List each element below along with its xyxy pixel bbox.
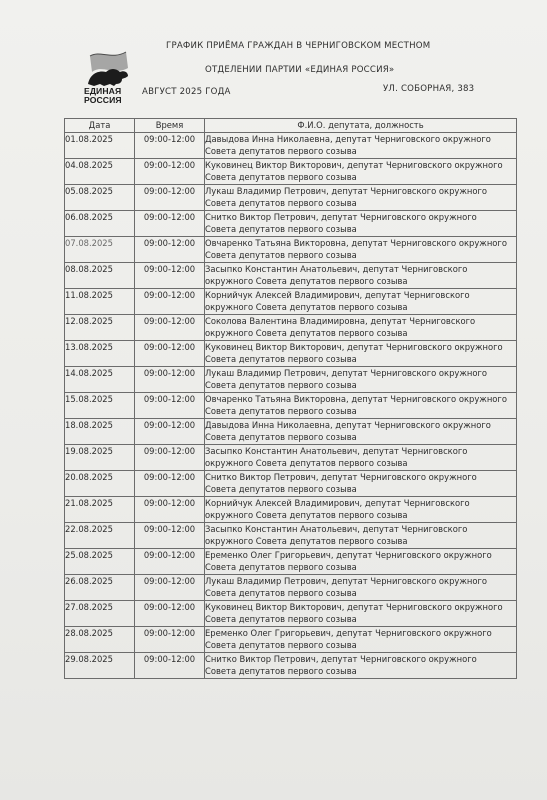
table-row (65, 237, 517, 263)
table-row (65, 159, 517, 185)
cell-date: 27.08.2025 (65, 601, 135, 627)
cell-deputy (205, 393, 517, 419)
cell-deputy (205, 497, 517, 523)
cell-deputy (205, 263, 517, 289)
table-row (65, 653, 517, 679)
cell-time: 09:00-12:00 (135, 653, 205, 679)
cell-time: 09:00-12:00 (135, 315, 205, 341)
deputy-line-2: Совета депутатов первого созыва (205, 614, 357, 624)
cell-date: 05.08.2025 (65, 185, 135, 211)
cell-date: 28.08.2025 (65, 627, 135, 653)
deputy-line-2: Совета депутатов первого созыва (205, 666, 357, 676)
cell-time: 09:00-12:00 (135, 575, 205, 601)
cell-date: 04.08.2025 (65, 159, 135, 185)
logo-line-1: ЕДИНАЯ (84, 86, 122, 96)
deputy-line-1: Куковинец Виктор Викторович, депутат Черниговского окружного (205, 160, 503, 170)
title-line-1: ГРАФИК ПРИЁМА ГРАЖДАН В ЧЕРНИГОВСКОМ МЕСТНОМ (166, 41, 431, 51)
table-row (65, 289, 517, 315)
cell-deputy (205, 419, 517, 445)
deputy-line-1: Лукаш Владимир Петрович, депутат Черниговского окружного (205, 576, 488, 586)
deputy-line-1: Снитко Виктор Петрович, депутат Черниговского окружного (205, 212, 477, 222)
deputy-line-1: Куковинец Виктор Викторович, депутат Черниговского окружного (205, 602, 503, 612)
table-row (65, 549, 517, 575)
deputy-line-1: Засыпко Константин Анатольевич, депутат Черниговского (205, 264, 468, 274)
cell-time: 09:00-12:00 (135, 341, 205, 367)
table-row (65, 601, 517, 627)
cell-time: 09:00-12:00 (135, 211, 205, 237)
cell-time: 09:00-12:00 (135, 263, 205, 289)
table-row (65, 315, 517, 341)
cell-time: 09:00-12:00 (135, 159, 205, 185)
deputy-line-1: Еременко Олег Григорьевич, депутат Черниговского окружного (205, 628, 492, 638)
cell-deputy (205, 289, 517, 315)
cell-time: 09:00-12:00 (135, 497, 205, 523)
column-header-deputy: Ф.И.О. депутата, должность (205, 119, 517, 133)
deputy-line-1: Лукаш Владимир Петрович, депутат Черниговского окружного (205, 186, 488, 196)
cell-date: 07.08.2025 (65, 237, 135, 263)
table-row (65, 419, 517, 445)
logo-line-2: РОССИЯ (84, 95, 122, 105)
cell-date: 22.08.2025 (65, 523, 135, 549)
deputy-line-2: окружного Совета депутатов первого созыва (205, 510, 408, 520)
cell-time: 09:00-12:00 (135, 419, 205, 445)
deputy-line-1: Засыпко Константин Анатольевич, депутат Черниговского (205, 524, 468, 534)
table-row (65, 263, 517, 289)
deputy-line-2: окружного Совета депутатов первого созыва (205, 536, 408, 546)
address-label: УЛ. СОБОРНАЯ, 383 (383, 84, 475, 94)
cell-date: 06.08.2025 (65, 211, 135, 237)
table-row (65, 575, 517, 601)
deputy-line-2: Совета депутатов первого созыва (205, 588, 357, 598)
deputy-line-1: Овчаренко Татьяна Викторовна, депутат Черниговского окружного (205, 238, 507, 248)
cell-date: 08.08.2025 (65, 263, 135, 289)
cell-date: 14.08.2025 (65, 367, 135, 393)
cell-time: 09:00-12:00 (135, 523, 205, 549)
title-line-2: ОТДЕЛЕНИИ ПАРТИИ «ЕДИНАЯ РОССИЯ» (205, 65, 395, 75)
table-row (65, 471, 517, 497)
cell-date: 01.08.2025 (65, 133, 135, 159)
deputy-line-2: окружного Совета депутатов первого созыва (205, 458, 408, 468)
deputy-line-1: Еременко Олег Григорьевич, депутат Черниговского окружного (205, 550, 492, 560)
deputy-line-2: Совета депутатов первого созыва (205, 224, 357, 234)
cell-time: 09:00-12:00 (135, 627, 205, 653)
cell-time: 09:00-12:00 (135, 393, 205, 419)
cell-deputy (205, 159, 517, 185)
table-row (65, 133, 517, 159)
cell-date: 29.08.2025 (65, 653, 135, 679)
cell-date: 13.08.2025 (65, 341, 135, 367)
cell-date: 18.08.2025 (65, 419, 135, 445)
deputy-line-2: окружного Совета депутатов первого созыва (205, 328, 408, 338)
cell-deputy (205, 445, 517, 471)
cell-time: 09:00-12:00 (135, 237, 205, 263)
deputy-line-2: Совета депутатов первого созыва (205, 406, 357, 416)
deputy-line-2: Совета депутатов первого созыва (205, 640, 357, 650)
cell-date: 25.08.2025 (65, 549, 135, 575)
table-row (65, 393, 517, 419)
deputy-line-2: Совета депутатов первого созыва (205, 562, 357, 572)
cell-deputy (205, 627, 517, 653)
deputy-line-2: окружного Совета депутатов первого созыва (205, 276, 408, 286)
deputy-line-1: Корнийчук Алексей Владимирович, депутат Черниговского (205, 290, 470, 300)
cell-deputy (205, 133, 517, 159)
schedule-body (65, 133, 517, 679)
cell-deputy (205, 315, 517, 341)
table-row (65, 445, 517, 471)
cell-date: 15.08.2025 (65, 393, 135, 419)
cell-deputy (205, 341, 517, 367)
period-label: АВГУСТ 2025 ГОДА (142, 87, 231, 97)
schedule-table (64, 118, 517, 679)
deputy-line-2: Совета депутатов первого созыва (205, 146, 357, 156)
cell-deputy (205, 185, 517, 211)
cell-time: 09:00-12:00 (135, 601, 205, 627)
table-row (65, 497, 517, 523)
table-row (65, 211, 517, 237)
table-row (65, 523, 517, 549)
deputy-line-2: Совета депутатов первого созыва (205, 172, 357, 182)
cell-deputy (205, 367, 517, 393)
cell-date: 21.08.2025 (65, 497, 135, 523)
column-header-date: Дата (65, 119, 135, 133)
cell-date: 20.08.2025 (65, 471, 135, 497)
table-row (65, 627, 517, 653)
deputy-line-2: Совета депутатов первого созыва (205, 198, 357, 208)
cell-deputy (205, 471, 517, 497)
cell-deputy (205, 653, 517, 679)
deputy-line-1: Снитко Виктор Петрович, депутат Черниговского окружного (205, 472, 477, 482)
table-row (65, 341, 517, 367)
deputy-line-1: Засыпко Константин Анатольевич, депутат Черниговского (205, 446, 468, 456)
logo-wordmark (84, 87, 136, 105)
cell-time: 09:00-12:00 (135, 445, 205, 471)
cell-time: 09:00-12:00 (135, 289, 205, 315)
cell-deputy (205, 237, 517, 263)
deputy-line-2: Совета депутатов первого созыва (205, 380, 357, 390)
column-header-time: Время (135, 119, 205, 133)
cell-date: 19.08.2025 (65, 445, 135, 471)
cell-deputy (205, 549, 517, 575)
deputy-line-1: Лукаш Владимир Петрович, депутат Черниговского окружного (205, 368, 488, 378)
cell-date: 26.08.2025 (65, 575, 135, 601)
cell-deputy (205, 601, 517, 627)
cell-time: 09:00-12:00 (135, 133, 205, 159)
deputy-line-1: Овчаренко Татьяна Викторовна, депутат Черниговского окружного (205, 394, 507, 404)
deputy-line-1: Давыдова Инна Николаевна, депутат Черниговского окружного (205, 420, 491, 430)
cell-time: 09:00-12:00 (135, 549, 205, 575)
cell-deputy (205, 575, 517, 601)
deputy-line-1: Снитко Виктор Петрович, депутат Черниговского окружного (205, 654, 477, 664)
deputy-line-2: Совета депутатов первого созыва (205, 354, 357, 364)
cell-date: 12.08.2025 (65, 315, 135, 341)
deputy-line-1: Корнийчук Алексей Владимирович, депутат Черниговского (205, 498, 470, 508)
table-row (65, 367, 517, 393)
cell-date: 11.08.2025 (65, 289, 135, 315)
deputy-line-2: окружного Совета депутатов первого созыва (205, 302, 408, 312)
cell-time: 09:00-12:00 (135, 367, 205, 393)
table-header-row (65, 119, 517, 133)
cell-deputy (205, 211, 517, 237)
deputy-line-2: Совета депутатов первого созыва (205, 484, 357, 494)
cell-time: 09:00-12:00 (135, 185, 205, 211)
deputy-line-1: Давыдова Инна Николаевна, депутат Черниговского окружного (205, 134, 491, 144)
deputy-line-2: Совета депутатов первого созыва (205, 432, 357, 442)
cell-time: 09:00-12:00 (135, 471, 205, 497)
deputy-line-1: Куковинец Виктор Викторович, депутат Черниговского окружного (205, 342, 503, 352)
table-row (65, 185, 517, 211)
cell-deputy (205, 523, 517, 549)
deputy-line-2: Совета депутатов первого созыва (205, 250, 357, 260)
deputy-line-1: Соколова Валентина Владимировна, депутат Черниговского (205, 316, 476, 326)
